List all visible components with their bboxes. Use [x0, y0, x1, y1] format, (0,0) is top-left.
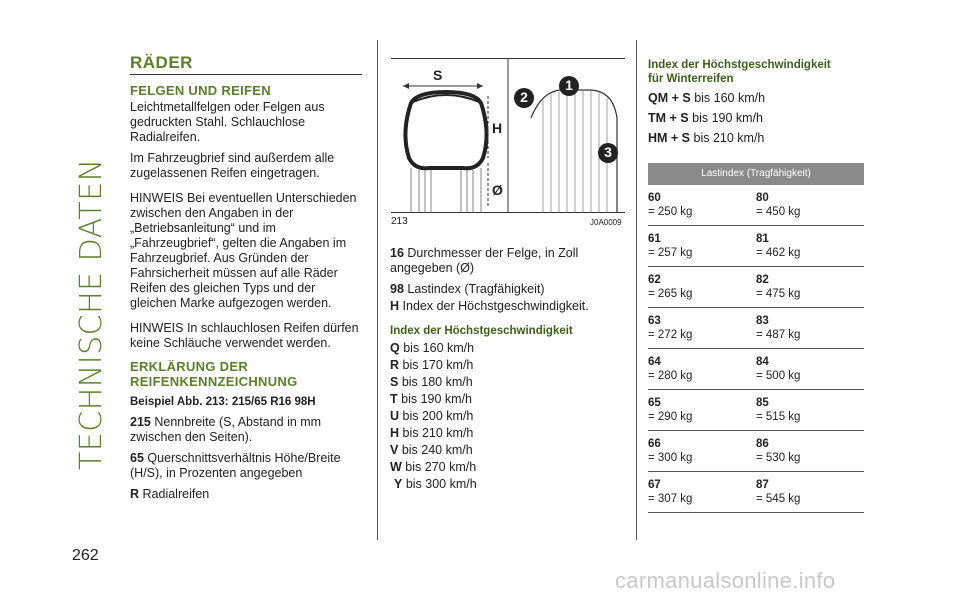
load-value: = 475 kg	[756, 288, 801, 300]
load-index: 80	[756, 192, 769, 204]
winter-text: bis 160 km/h	[694, 91, 766, 105]
label-s: S	[433, 67, 443, 83]
speed-row	[390, 408, 625, 425]
item-code: H	[390, 299, 400, 313]
speed-text: bis 180 km/h	[401, 375, 473, 389]
speed-text: bis 200 km/h	[402, 409, 474, 423]
speed-text: bis 240 km/h	[401, 443, 473, 457]
table-row	[648, 472, 864, 513]
figure-code: J0A0009	[590, 218, 622, 227]
speed-row	[390, 374, 625, 391]
speed-row	[390, 340, 625, 357]
speed-text: bis 190 km/h	[401, 392, 472, 406]
load-index: 61	[648, 233, 661, 245]
table-cell	[648, 431, 756, 471]
item-text: Index der Höchstgeschwindigkeit.	[402, 299, 589, 313]
side-title-wrap	[72, 50, 114, 470]
winter-code: QM + S	[648, 91, 691, 105]
winter-code: TM + S	[648, 111, 689, 125]
item-text: Lastindex (Tragfähigkeit)	[407, 282, 545, 296]
speed-code: T	[390, 392, 398, 406]
column-divider-1	[377, 40, 378, 540]
winter-row	[648, 130, 864, 147]
speed-row	[390, 425, 625, 442]
speed-code: S	[390, 375, 399, 389]
badge-3: 3	[604, 144, 612, 160]
speed-list	[390, 340, 625, 493]
table-row	[648, 349, 864, 390]
tire-figure	[391, 58, 625, 213]
table-row	[648, 226, 864, 267]
load-value: = 545 kg	[756, 493, 801, 505]
load-value: = 487 kg	[756, 329, 801, 341]
table-row	[648, 185, 864, 226]
load-value: = 462 kg	[756, 247, 801, 259]
load-index: 84	[756, 356, 769, 368]
winter-row	[648, 90, 864, 107]
winter-row	[648, 110, 864, 127]
table-row	[648, 390, 864, 431]
list-item	[390, 299, 625, 314]
heading-felgen: FELGEN UND REIFEN	[130, 83, 271, 98]
item-code: 215	[130, 415, 151, 429]
item-code: R	[130, 487, 140, 501]
load-index: 82	[756, 274, 769, 286]
title-rule	[130, 74, 362, 75]
label-h: H	[492, 120, 503, 136]
load-value: = 515 kg	[756, 411, 801, 423]
list-item	[130, 415, 362, 445]
table-cell	[756, 349, 864, 389]
column-3	[648, 58, 864, 147]
load-index: 85	[756, 397, 769, 409]
page-number: 262	[72, 547, 99, 564]
speed-text: bis 160 km/h	[403, 341, 475, 355]
paragraph: Leichtmetallfelgen oder Felgen aus gedruckten Stahl. Schlauchlose Radialreifen.	[130, 100, 325, 144]
load-index: 67	[648, 479, 661, 491]
table-row	[648, 267, 864, 308]
table-cell	[756, 267, 864, 307]
item-text: Querschnittsverhältnis Höhe/Breite (H/S), in Prozenten angegeben	[130, 451, 341, 480]
speed-code: R	[390, 358, 400, 372]
paragraph: HINWEIS Bei eventuellen Unterschieden zwischen den Angaben in der „Betriebsanleitung“ und im „Fahrzeugbrief“, gelten die Angaben im Fahrzeugbrief. Aus Gründen der Fahrsicherheit müssen auf alle Räder Reifen des gleichen Typs und der gleichen Marke aufgezogen werden.	[130, 191, 357, 310]
load-value: = 290 kg	[648, 411, 693, 423]
table-header: Lastindex (Tragfähigkeit)	[648, 163, 864, 185]
speed-code: V	[390, 443, 399, 457]
tire-diagram	[391, 58, 625, 213]
table-cell	[756, 226, 864, 266]
watermark: carmanualsonline.info	[615, 568, 836, 593]
load-index: 65	[648, 397, 661, 409]
load-value: = 500 kg	[756, 370, 801, 382]
load-index: 83	[756, 315, 769, 327]
badge-1: 1	[565, 77, 573, 93]
winter-text: bis 210 km/h	[693, 131, 765, 145]
column-2	[390, 246, 625, 493]
side-title: TECHNISCHE DATEN	[74, 158, 109, 470]
load-index: 62	[648, 274, 661, 286]
load-index-table	[648, 163, 864, 513]
load-value: = 530 kg	[756, 452, 801, 464]
table-row	[648, 308, 864, 349]
list-item	[130, 451, 362, 481]
speed-text: bis 210 km/h	[402, 426, 474, 440]
item-code: 98	[390, 282, 404, 296]
table-cell	[756, 308, 864, 348]
load-value: = 450 kg	[756, 206, 801, 218]
speed-code: Q	[390, 341, 400, 355]
winter-code: HM + S	[648, 131, 691, 145]
load-index: 87	[756, 479, 769, 491]
load-index: 64	[648, 356, 661, 368]
load-index: 66	[648, 438, 661, 450]
load-value: = 300 kg	[648, 452, 693, 464]
load-value: = 280 kg	[648, 370, 693, 382]
paragraph: HINWEIS In schlauchlosen Reifen dürfen keine Schläuche verwendet werden.	[130, 321, 359, 350]
item-code: 16	[390, 246, 404, 260]
table-cell	[756, 431, 864, 471]
load-value: = 265 kg	[648, 288, 693, 300]
table-cell	[648, 390, 756, 430]
table-cell	[648, 185, 756, 225]
speed-row	[390, 391, 625, 408]
load-value: = 250 kg	[648, 206, 693, 218]
load-value: = 272 kg	[648, 329, 693, 341]
winter-heading: Index der Höchstgeschwindigkeit für Winterreifen	[648, 59, 831, 85]
table-row	[648, 431, 864, 472]
list-item	[130, 487, 362, 502]
table-cell	[648, 308, 756, 348]
speed-row	[390, 357, 625, 374]
speed-text: bis 270 km/h	[405, 460, 477, 474]
badge-2: 2	[520, 89, 528, 105]
paragraph: Im Fahrzeugbrief sind außerdem alle zugelassenen Reifen eingetragen.	[130, 151, 335, 180]
load-index: 63	[648, 315, 661, 327]
item-text: Nennbreite (S, Abstand in mm zwischen den Seiten).	[130, 415, 322, 444]
table-cell	[756, 472, 864, 512]
table-cell	[648, 349, 756, 389]
figure-number: 213	[391, 216, 408, 227]
table-body	[648, 185, 864, 513]
list-item	[390, 282, 625, 297]
item-text: Radialreifen	[142, 487, 210, 501]
heading-erklaerung: ERKLÄRUNG DER REIFENKENNZEICHNUNG	[130, 359, 298, 389]
list-item	[390, 246, 625, 276]
speed-code: H	[390, 426, 400, 440]
item-code: 65	[130, 451, 144, 465]
speed-text: bis 170 km/h	[402, 358, 474, 372]
speed-row	[390, 476, 625, 493]
section-title: RÄDER	[130, 53, 193, 72]
column-1	[130, 55, 362, 508]
load-index: 60	[648, 192, 661, 204]
load-value: = 307 kg	[648, 493, 693, 505]
item-text: Durchmesser der Felge, in Zoll angegeben (Ø)	[390, 246, 579, 275]
speed-text: bis 300 km/h	[405, 477, 477, 491]
label-d: Ø	[492, 182, 503, 198]
speed-row	[390, 459, 625, 476]
load-index: 86	[756, 438, 769, 450]
speed-code: U	[390, 409, 400, 423]
winter-text: bis 190 km/h	[692, 111, 763, 125]
column-divider-2	[636, 40, 637, 540]
load-index: 81	[756, 233, 769, 245]
speed-row	[390, 442, 625, 459]
table-cell	[648, 472, 756, 512]
example-line: Beispiel Abb. 213: 215/65 R16 98H	[130, 396, 316, 408]
speed-code: Y	[394, 477, 403, 491]
table-cell	[756, 390, 864, 430]
load-value: = 257 kg	[648, 247, 693, 259]
table-cell	[756, 185, 864, 225]
table-cell	[648, 226, 756, 266]
speed-code: W	[390, 460, 402, 474]
speed-heading: Index der Höchstgeschwindigkeit	[390, 325, 573, 337]
table-cell	[648, 267, 756, 307]
